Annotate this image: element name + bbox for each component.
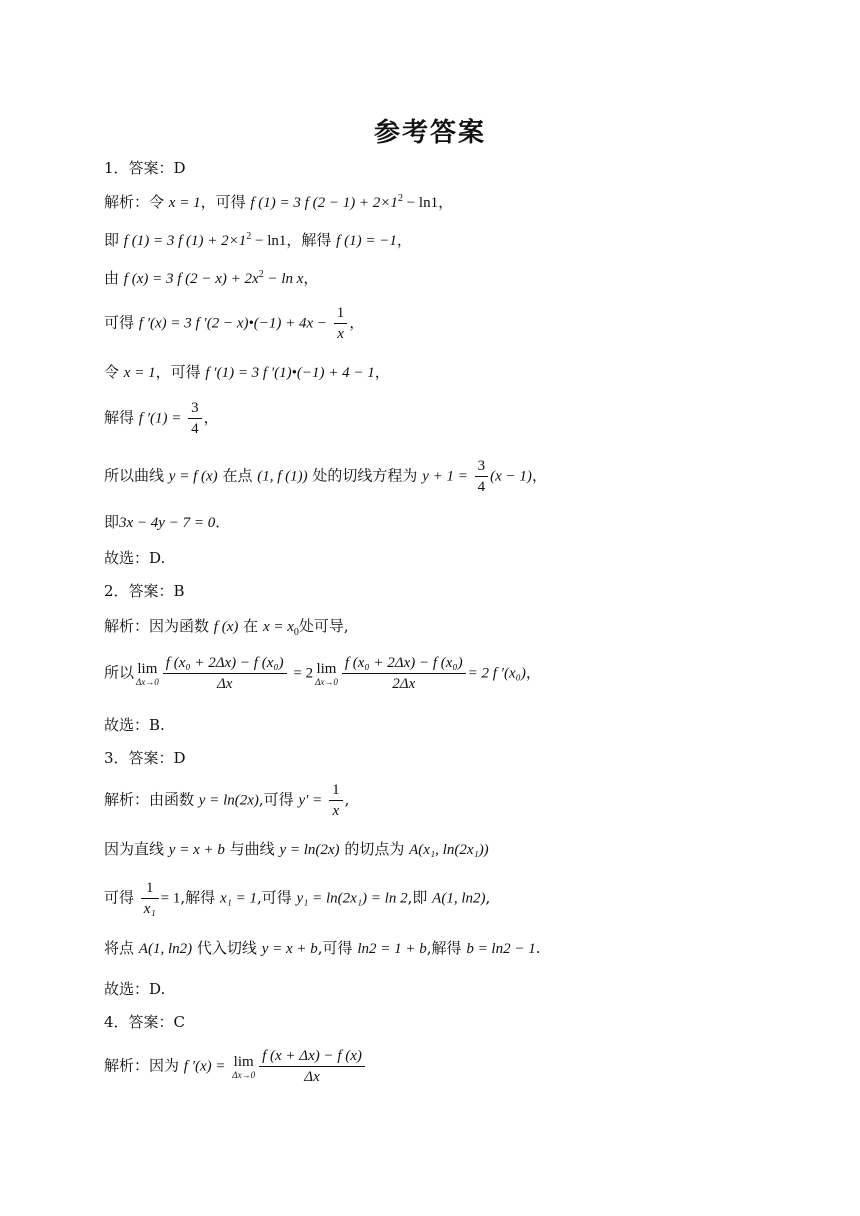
punctuation: ，: [531, 466, 547, 485]
formula: f ′(x) =: [183, 1058, 226, 1075]
formula: 3x − 4y − 7 = 0: [119, 515, 216, 531]
q1-analysis-line-8: [104, 511, 230, 534]
q3-analysis-line-1: [104, 780, 349, 821]
formula: − ln1: [251, 233, 287, 249]
formula: (x − 1): [490, 468, 532, 485]
denominator: 4: [477, 479, 486, 495]
fraction: [188, 398, 202, 439]
formula: b = ln2 − 1: [466, 941, 536, 957]
q3-analysis-line-4: [104, 937, 541, 960]
denominator: x: [337, 326, 344, 342]
q1-analysis-line-1: [104, 191, 453, 214]
numerator: f (x₀ + 2Δx) − f (x₀): [342, 653, 466, 674]
text: ,可得: [317, 939, 353, 957]
q1-analysis-line-6: [104, 398, 219, 439]
page-title: 参考答案: [373, 118, 486, 148]
limit: [232, 1054, 255, 1080]
limit-word: lim: [137, 660, 158, 677]
text: ,解得: [426, 939, 462, 957]
formula: (1, f (1)): [257, 468, 308, 485]
formula: f (x): [213, 619, 239, 635]
formula: A(1, ln2): [138, 941, 193, 957]
formula: x₁ = 1: [219, 890, 257, 907]
formula: y′ =: [298, 792, 323, 809]
punctuation: ，: [203, 408, 219, 427]
text: 所以曲线: [104, 466, 165, 485]
punctuation: ，: [303, 269, 319, 287]
superscript: 2: [397, 193, 403, 204]
punctuation: ．: [215, 513, 231, 531]
formula: y = f (x): [168, 468, 218, 485]
formula: x = 1: [123, 365, 156, 381]
text: 将点: [104, 939, 135, 957]
fraction: [342, 653, 466, 694]
numerator: 1: [334, 303, 348, 324]
formula: y + 1 =: [422, 468, 468, 485]
punctuation: ，: [525, 663, 541, 682]
text: 在: [243, 617, 259, 635]
text: 解析：令: [104, 193, 165, 211]
text: 可得: [104, 888, 135, 907]
text: ，可得: [155, 363, 201, 381]
punctuation: ，: [438, 193, 454, 211]
text: 即: [104, 231, 120, 249]
text: 即: [104, 513, 120, 531]
punctuation: ,: [485, 888, 491, 907]
text: 的切点为: [344, 840, 405, 858]
text: 处的切线方程为: [312, 466, 418, 485]
text: ,可得: [258, 790, 294, 809]
fraction: [163, 653, 287, 694]
q1-analysis-line-2: [104, 229, 412, 252]
text: 令: [104, 363, 120, 381]
text: 解析：因为函数: [104, 617, 210, 635]
q1-analysis-line-4: [104, 303, 364, 344]
numerator: 1: [329, 780, 343, 801]
denominator: 4: [191, 421, 199, 437]
q2-analysis-line-2: [104, 653, 541, 694]
numerator: f (x₀ + 2Δx) − f (x₀): [163, 653, 287, 674]
formula: x = x: [262, 619, 294, 635]
formula: = 2 f ′(x₀): [467, 665, 526, 682]
text: ,即: [407, 888, 428, 907]
formula: f (1) = −1: [336, 233, 397, 249]
text: 解析：由函数: [104, 790, 195, 809]
text: 解得: [104, 408, 135, 427]
fraction: [259, 1046, 365, 1087]
text: 由: [104, 269, 120, 287]
text: 在点: [222, 466, 253, 485]
formula: y = x + b: [168, 842, 225, 858]
punctuation: ，: [349, 313, 365, 332]
denominator: Δx: [304, 1069, 320, 1085]
formula: f (x) = 3 f (2 − x) + 2x: [123, 271, 259, 287]
formula: f (1) = 3 f (2 − 1) + 2×1: [250, 195, 398, 211]
superscript: 2: [258, 269, 264, 280]
fraction: [329, 780, 343, 821]
formula: f (1) = 3 f (1) + 2×1: [123, 233, 247, 249]
formula: − ln x: [263, 271, 304, 287]
numerator: 3: [475, 456, 489, 477]
q1-answer: 1．答案：D: [104, 159, 186, 177]
q3-answer: 3．答案：D: [104, 749, 186, 767]
q1-choice: 故选：D.: [104, 549, 166, 567]
formula: f ′(x) = 3 f ′(2 − x)•(−1) + 4x −: [138, 315, 327, 332]
text: 因为直线: [104, 840, 165, 858]
numerator: f (x + Δx) − f (x): [259, 1046, 365, 1067]
limit-subscript: Δx→0: [136, 676, 159, 687]
text: ,可得: [256, 888, 292, 907]
punctuation: ,: [344, 790, 350, 809]
q1-analysis-line-5: [104, 361, 390, 384]
q3-choice: 故选：D.: [104, 980, 166, 998]
numerator: 1: [141, 878, 159, 899]
text: ，可得: [200, 193, 246, 211]
q2-analysis-line-1: [104, 615, 349, 638]
fraction: [475, 456, 489, 497]
punctuation: .: [535, 939, 541, 957]
formula: ln2 = 1 + b: [357, 941, 427, 957]
q2-answer: 2．答案：B: [104, 582, 185, 600]
formula: f ′(1) = 3 f ′(1)•(−1) + 4 − 1: [205, 365, 375, 381]
limit-subscript: Δx→0: [232, 1069, 256, 1080]
denominator: x₁: [143, 901, 156, 917]
formula: y = ln(2x): [279, 842, 340, 858]
limit-word: lim: [233, 1053, 254, 1070]
formula: y = x + b: [261, 941, 318, 957]
text: 可得: [104, 313, 135, 332]
formula: A(1, ln2): [432, 890, 486, 907]
text: ,解得: [180, 888, 216, 907]
q2-choice: 故选：B.: [104, 716, 165, 734]
text: 解析：因为: [104, 1056, 180, 1075]
limit-subscript: Δx→0: [315, 676, 338, 687]
q1-analysis-line-7: [104, 456, 547, 497]
formula: f ′(1) =: [138, 410, 182, 427]
formula: − ln1: [402, 195, 439, 211]
q3-analysis-line-2: [104, 838, 489, 861]
numerator: 3: [188, 398, 202, 419]
q4-analysis-line-1: [104, 1046, 367, 1087]
q4-answer: 4．答案：C: [104, 1013, 186, 1031]
limit: [136, 661, 159, 687]
formula: A(x₁, ln(2x₁)): [409, 842, 489, 858]
punctuation: ，: [374, 363, 390, 381]
formula: = 2: [293, 665, 314, 682]
denominator: Δx: [216, 676, 233, 692]
formula: y₁ = ln(2x₁) = ln 2: [296, 890, 408, 907]
q1-analysis-line-3: [104, 267, 318, 290]
text: 所以: [104, 663, 135, 682]
text: 代入切线: [196, 939, 257, 957]
text: 处可导,: [298, 617, 349, 635]
denominator: x: [332, 803, 340, 819]
text: 与曲线: [229, 840, 275, 858]
denominator: 2Δx: [392, 676, 416, 692]
limit-word: lim: [316, 660, 337, 677]
q3-analysis-line-3: [104, 878, 490, 919]
superscript: 2: [246, 231, 252, 242]
fraction: [141, 878, 159, 919]
formula: = 1: [160, 890, 181, 907]
fraction: [334, 303, 348, 344]
subscript: 0: [293, 627, 299, 638]
formula: x = 1: [168, 195, 201, 211]
limit: [315, 661, 338, 687]
punctuation: ，: [396, 231, 412, 249]
formula: y = ln(2x): [198, 792, 259, 809]
text: ，解得: [286, 231, 332, 249]
